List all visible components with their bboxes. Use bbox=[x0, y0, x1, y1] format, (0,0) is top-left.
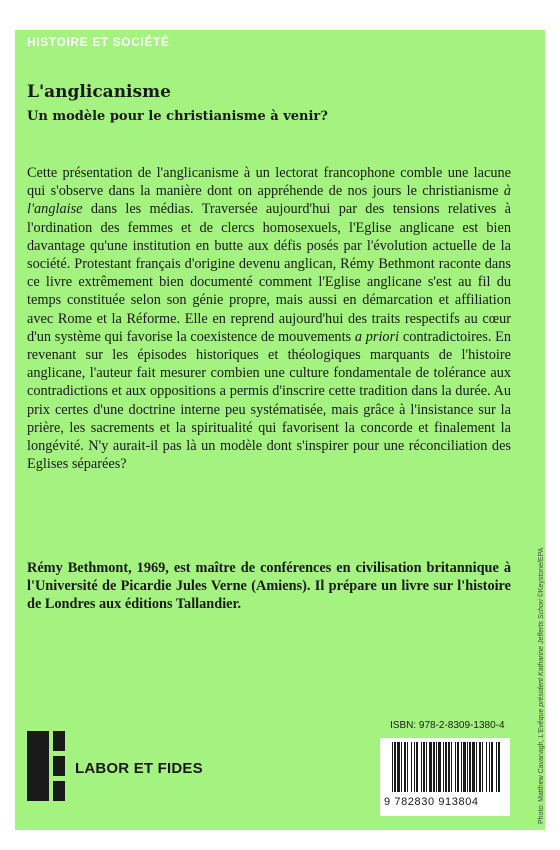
barcode-bar bbox=[496, 742, 497, 792]
photo-credit-agency: ©Keystone/EPA bbox=[538, 547, 545, 600]
barcode-bar bbox=[489, 742, 490, 792]
barcode-bar bbox=[482, 742, 483, 792]
barcode-bar bbox=[467, 742, 468, 792]
barcode-bar bbox=[433, 742, 435, 792]
barcode-bar bbox=[476, 742, 477, 792]
barcode-bar bbox=[445, 742, 447, 792]
barcode-bar bbox=[392, 742, 393, 792]
barcode-bar bbox=[463, 742, 466, 792]
blurb-text bbox=[27, 164, 511, 473]
barcode-bar bbox=[438, 742, 441, 792]
barcode-bar bbox=[479, 742, 481, 792]
barcode-bar bbox=[407, 742, 408, 792]
publisher-name: LABOR ET FIDES bbox=[75, 760, 203, 777]
barcode-icon bbox=[390, 742, 502, 792]
barcode-bar bbox=[457, 742, 459, 792]
barcode-bar bbox=[486, 742, 487, 792]
barcode-bar bbox=[436, 742, 437, 792]
blurb-part-1: Cette présentation de l'anglicanisme à un lectorat francophone comble une lacune qui s'observe dans la manière dont on appréhende de nos jours le christianisme bbox=[27, 165, 511, 200]
blurb-emphasis-1: à l'anglaise bbox=[27, 183, 511, 218]
barcode-bar bbox=[401, 742, 402, 792]
blurb-part-3: contradictoires. En revenant sur les épisodes historiques et théologiques marquants de l'histoire anglicane, l'auteur fait mesurer combien une culture fondamentale de tolérance aux contradictions et aux oppositions a permis d'inscrire cette tradition dans la durée. Au prix certes d'une doctrine interne peu systématisée, mais grâce à l'insistance sur la prière, les sacrements et la spiritualité qui favorisent la concorde et finalement la longévité. N'y aurait-il pas là un modèle dont s'inspirer pour une réconciliation des Eglises séparées? bbox=[27, 328, 512, 473]
book-title: L'anglicanisme bbox=[27, 82, 171, 102]
barcode-bar bbox=[397, 742, 400, 792]
barcode-bar bbox=[491, 742, 493, 792]
barcode-bar bbox=[426, 742, 427, 792]
barcode-bar bbox=[498, 742, 500, 792]
photo-credit bbox=[538, 548, 545, 824]
barcode-bar bbox=[461, 742, 462, 792]
book-subtitle: Un modèle pour le christianisme à venir? bbox=[27, 109, 328, 124]
barcode-bar bbox=[404, 742, 406, 792]
barcode-bar bbox=[411, 742, 412, 792]
barcode-bar bbox=[443, 742, 444, 792]
barcode-bar bbox=[448, 742, 450, 792]
photo-credit-caption: L'Evêque président Katharine Jefferts Schori bbox=[538, 599, 545, 738]
barcode-bar bbox=[423, 742, 425, 792]
isbn-text: ISBN: 978-2-8309-1380-4 bbox=[390, 720, 505, 731]
blurb-part-2: dans les médias. Traversée aujourd'hui par des tensions relatives à l'ordination des femmes et de clercs homosexuels, l'Eglise anglicane est bien davantage qu'une institution en butte aux défis posés par l'évolution actuelle de la société. Protestant français d'origine devenu anglican, Rémy Bethmont raconte dans ce livre extrêmement bien documenté comment l'Eglise anglicane s'est au fil du temps constituée selon son génie propre, mais aussi en démarcation et affiliation avec Rome et la Réforme. Elle en reprend aujourd'hui des traits respectifs au cœur d'un système qui favorise la coexistence de mouvements bbox=[27, 201, 511, 345]
barcode-bar bbox=[451, 742, 452, 792]
barcode-bar bbox=[416, 742, 418, 792]
barcode-bar bbox=[414, 742, 415, 792]
barcode-bar bbox=[421, 742, 422, 792]
barcode-bar bbox=[469, 742, 471, 792]
barcode-bar bbox=[455, 742, 456, 792]
barcode-bar bbox=[429, 742, 432, 792]
author-bio: Rémy Bethmont, 1969, est maître de conférences en civilisation britannique à l'Université de Picardie Jules Verne (Amiens). Il prépare un livre sur l'histoire de Londres aux éditions Tallandier. bbox=[27, 560, 511, 613]
blurb-emphasis-2: a priori bbox=[354, 328, 400, 345]
barcode-panel bbox=[380, 738, 510, 816]
barcode-bar bbox=[472, 742, 475, 792]
series-label: HISTOIRE ET SOCIÉTÉ bbox=[27, 35, 170, 49]
barcode-number: 9 782830 913804 bbox=[384, 796, 479, 808]
barcode-bar bbox=[394, 742, 396, 792]
publisher-logo-icon bbox=[27, 731, 65, 801]
photo-credit-prefix: Photo: Matthew Cavanagh, bbox=[538, 737, 545, 824]
